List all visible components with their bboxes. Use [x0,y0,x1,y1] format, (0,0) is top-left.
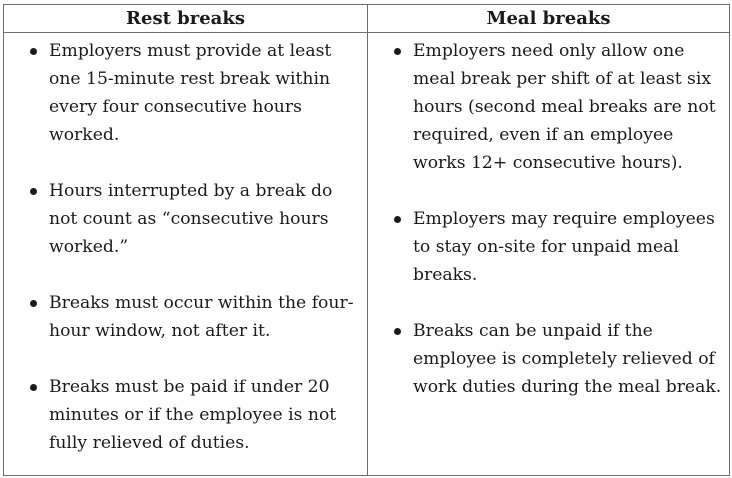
bullet-icon [30,384,37,391]
list-item [49,289,361,345]
list-item [49,37,361,149]
header-row [4,5,730,33]
meal-breaks-header: Meal breaks [368,5,730,33]
list-item [413,205,725,289]
bullet-icon [394,328,401,335]
list-item [49,177,361,261]
bullet-icon [394,48,401,55]
bullet-icon [394,216,401,223]
list-item [49,373,361,457]
content-row [4,33,730,476]
breaks-comparison-table [3,4,730,476]
list-item-text: Employers must provide at least one 15-minute rest break within every four consecutive hours worked. [49,41,332,145]
list-item-text: Employers need only allow one meal break per shift of at least six hours (second meal breaks are not required, even if an employee works 12+ consecutive hours). [413,41,716,173]
list-item [413,37,725,177]
bullet-icon [30,300,37,307]
bullet-icon [30,48,37,55]
rest-breaks-header: Rest breaks [4,5,368,33]
list-item-text: Hours interrupted by a break do not count as “consecutive hours worked.” [49,181,333,257]
rest-breaks-list [4,33,367,457]
list-item-text: Breaks must occur within the four-hour window, not after it. [49,293,354,341]
meal-breaks-cell [368,33,730,476]
bullet-icon [30,188,37,195]
rest-breaks-cell [4,33,368,476]
list-item-text: Employers may require employees to stay on-site for unpaid meal breaks. [413,209,715,285]
list-item [413,317,725,401]
list-item-text: Breaks must be paid if under 20 minutes or if the employee is not fully relieved of duties. [49,377,337,453]
meal-breaks-list [368,33,729,401]
list-item-text: Breaks can be unpaid if the employee is completely relieved of work duties during the meal break. [413,321,722,397]
